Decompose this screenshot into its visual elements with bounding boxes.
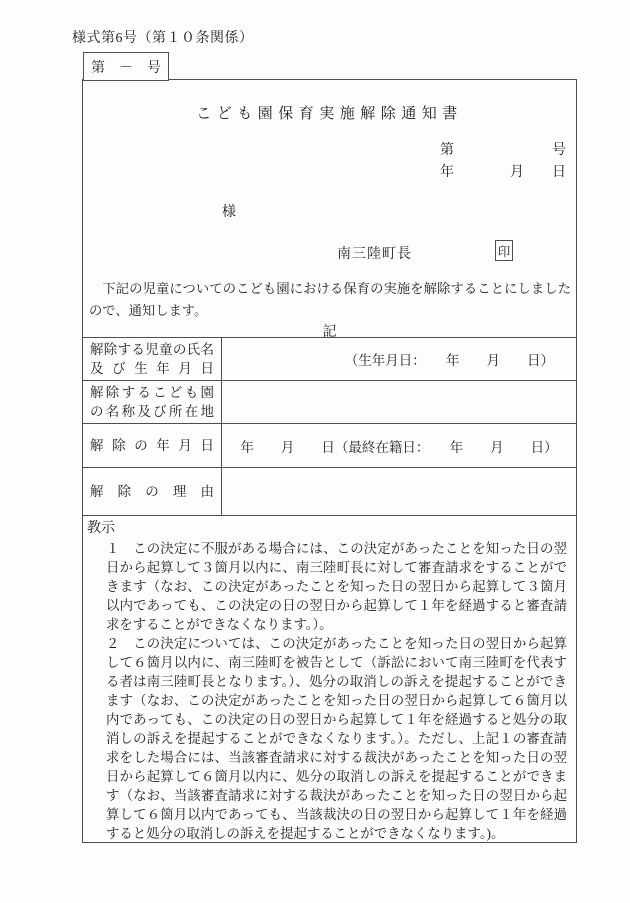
row-cancellation-reason	[83, 468, 576, 516]
appeal-item-1: １ この決定に不服がある場合には、この決定があったことを知った日の翌日から起算して３箇月以内に、南三陸町長に対して審査請求をすることができます（なお、この決定があったことを知った日の翌日から起算して３箇月以内であっても、この決定の日の翌日から起算して１年を経過すると審査請求をすることができなくなります。）。	[106, 541, 567, 632]
row-label-line: の名称及び所在地	[90, 404, 214, 419]
row-child-name	[83, 338, 576, 381]
row-child-name-label	[83, 338, 222, 380]
row-cancellation-date-value	[222, 424, 576, 467]
addressee-honorific: 様	[222, 205, 236, 220]
row-label-line: 及び生年月日	[90, 361, 214, 376]
row-kodomoen	[83, 381, 576, 424]
row-label-line: 解除するこども園	[90, 385, 214, 400]
row-cancellation-date-label	[83, 424, 222, 467]
form-style-label: 様式第6号（第１０条関係）	[72, 31, 254, 46]
issue-date-line: 年 月 日	[440, 165, 566, 180]
appeal-instructions-section	[83, 516, 576, 842]
details-table	[83, 337, 576, 516]
appeal-instructions-heading: 教示	[87, 521, 115, 536]
seal-placeholder-box	[495, 240, 513, 261]
row-cancellation-date	[83, 424, 576, 468]
row-kodomoen-value	[222, 381, 576, 423]
row-label-line: 解除の理由	[90, 484, 214, 499]
notice-form-frame	[82, 79, 577, 843]
appeal-item-2: ２ この決定については、この決定があったことを知った日の翌日から起算して６箇月以内に、南三陸町を被告として（訴訟において南三陸町を代表する者は南三陸町長となります。）、処分の取消しの訴えを提起することができます（なお、この決定があったことを知った日の翌日から起算して６箇月以内であっても、この決定の日の翌日から起算して１年を経過すると処分の取消しの訴えを提起することができなくなります。）。ただし、上記１の審査請求をした場合には、当該審査請求に対する裁決があったことを知った日の翌日から起算して６箇月以内に、処分の取消しの訴えを提起することができます（なお、当該審査請求に対する裁決があったことを知った日の翌日から起算して６箇月以内であっても、当該裁決の日の翌日から起算して１年を経過すると処分の取消しの訴えを提起することができなくなります。)。	[106, 636, 567, 841]
birthdate-placeholder: （生年月日： 年 月 日）	[344, 353, 554, 368]
cancellation-date-placeholder: 年 月 日（最終在籍日： 年 月 日）	[240, 439, 558, 455]
row-cancellation-reason-value	[222, 468, 576, 515]
row-kodomoen-label	[83, 381, 222, 423]
notice-body-paragraph: 下記の児童についてのこども園における保育の実施を解除することにしましたので、通知します。	[89, 281, 571, 318]
document-number-box	[83, 52, 169, 81]
seal-character: 印	[497, 244, 511, 259]
record-marker: 記	[322, 325, 337, 340]
issuer-row	[83, 240, 576, 262]
notice-title: こども園保育実施解除通知書	[196, 106, 463, 122]
row-cancellation-reason-label	[83, 468, 222, 515]
document-number-text: 第 － 号	[91, 60, 161, 76]
issuer-name: 南三陸町長	[337, 247, 412, 262]
row-child-name-value	[222, 338, 576, 380]
issue-number-line: 第 号	[440, 143, 566, 158]
row-label-line: 解除の年月日	[90, 438, 214, 453]
row-label-line: 解除する児童の氏名	[90, 342, 214, 357]
